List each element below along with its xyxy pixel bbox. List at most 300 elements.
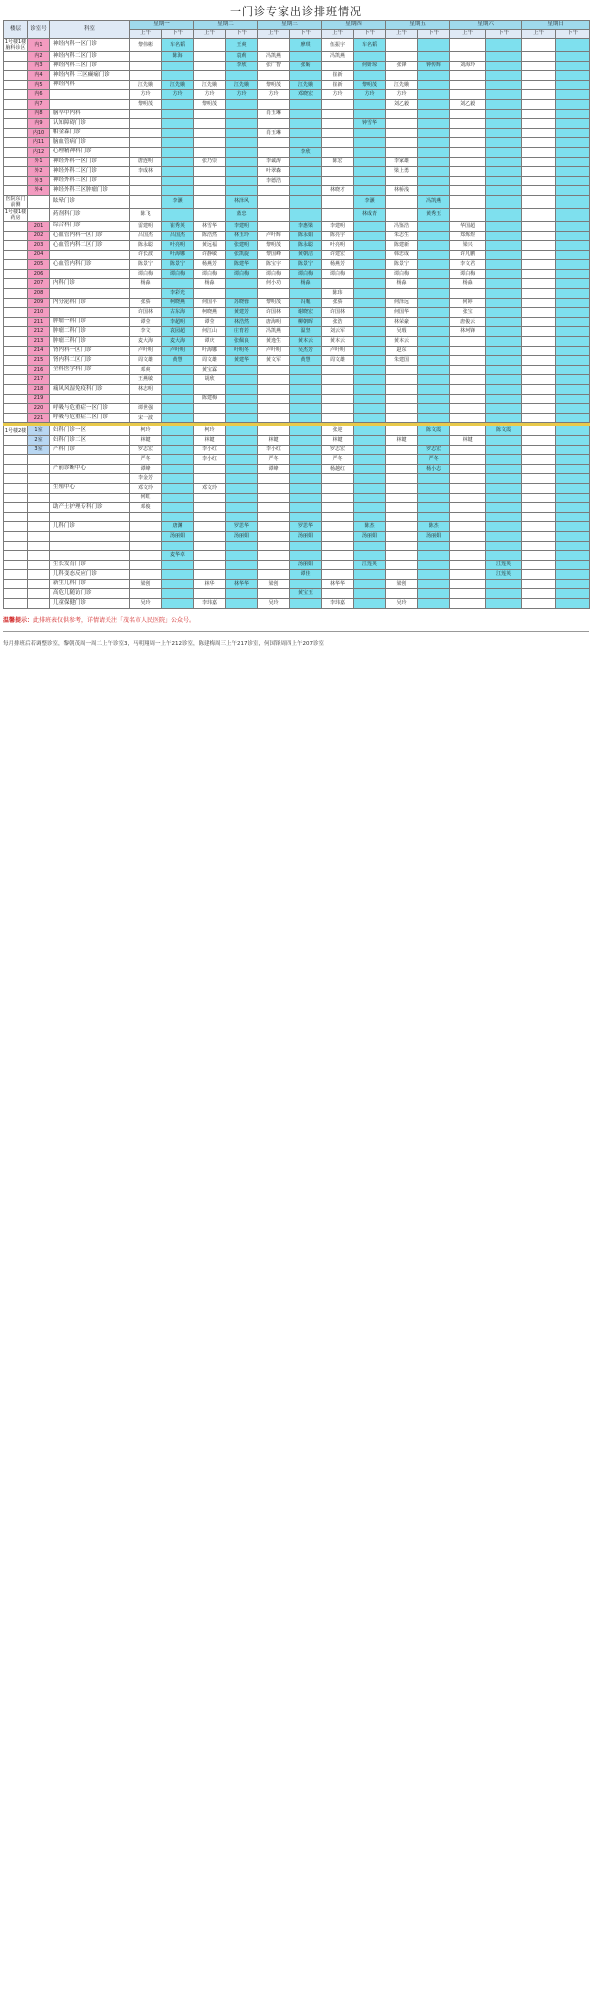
am-doctor-cell [258, 99, 290, 109]
pm-doctor-cell: 陈永娟 [290, 231, 322, 241]
dept-cell: 儿科门诊 [50, 522, 130, 532]
schedule-row [4, 176, 590, 186]
pm-doctor-cell [162, 464, 194, 474]
pm-header: 下午 [418, 30, 450, 39]
schedule-row [4, 279, 590, 289]
pm-doctor-cell [354, 71, 386, 81]
pm-doctor-cell [486, 195, 522, 208]
am-doctor-cell [450, 90, 486, 100]
pm-doctor-cell: 林华华 [226, 579, 258, 589]
schedule-row [4, 483, 590, 493]
room-cell: 内10 [28, 128, 50, 138]
am-doctor-cell: 麦大海 [130, 337, 162, 347]
am-doctor-cell [450, 176, 486, 186]
am-doctor-cell [258, 503, 290, 513]
am-doctor-cell [450, 394, 486, 404]
pm-doctor-cell [486, 221, 522, 231]
floor-cell [4, 512, 28, 522]
pm-doctor-cell [486, 464, 522, 474]
pm-doctor-cell [556, 138, 590, 148]
am-doctor-cell: 何泽远 [386, 298, 418, 308]
am-doctor-cell [322, 99, 354, 109]
pm-doctor-cell [486, 493, 522, 503]
floor-cell [4, 52, 28, 62]
pm-doctor-cell [162, 119, 194, 129]
pm-doctor-cell: 陈杰 [354, 522, 386, 532]
schedule-row [4, 570, 590, 580]
pm-doctor-cell [418, 109, 450, 119]
floor-cell [4, 579, 28, 589]
pm-doctor-cell [354, 483, 386, 493]
pm-doctor-cell: 江先娥 [290, 80, 322, 90]
am-doctor-cell: 张宝 [450, 308, 486, 318]
pm-doctor-cell [162, 455, 194, 465]
pm-doctor-cell [290, 195, 322, 208]
pm-doctor-cell: 陈杰 [418, 522, 450, 532]
room-cell: 内1 [28, 39, 50, 52]
dept-cell: 神经外科二区门诊 [50, 167, 130, 177]
pm-doctor-cell: 谭白梅 [226, 269, 258, 279]
pm-doctor-cell: 冯凯燕 [418, 195, 450, 208]
am-doctor-cell: 梁创 [130, 579, 162, 589]
am-doctor-cell: 杨越红 [322, 464, 354, 474]
am-doctor-cell [522, 308, 556, 318]
am-doctor-cell [130, 522, 162, 532]
pm-doctor-cell: 车名韬 [354, 39, 386, 52]
pm-doctor-cell: 汤丽娟 [354, 531, 386, 541]
am-doctor-cell [386, 39, 418, 52]
schedule-row [4, 413, 590, 423]
pm-doctor-cell [418, 579, 450, 589]
am-doctor-cell [522, 579, 556, 589]
am-doctor-cell [258, 404, 290, 414]
am-doctor-cell: 叶亮明 [322, 241, 354, 251]
pm-doctor-cell: 麦大海 [162, 337, 194, 347]
dept-cell [50, 474, 130, 484]
pm-doctor-cell [162, 109, 194, 119]
am-doctor-cell [450, 404, 486, 414]
am-doctor-cell [322, 385, 354, 395]
am-doctor-cell [522, 317, 556, 327]
floor-cell [4, 71, 28, 81]
dept-cell: 心血管内科门诊 [50, 260, 130, 270]
pm-doctor-cell [418, 90, 450, 100]
am-doctor-cell [322, 512, 354, 522]
am-doctor-cell [322, 394, 354, 404]
am-doctor-cell: 黎明茂 [258, 80, 290, 90]
room-cell: 208 [28, 289, 50, 299]
am-doctor-cell: 谭峰 [130, 464, 162, 474]
am-doctor-cell: 吕国杰 [130, 231, 162, 241]
floor-cell [4, 589, 28, 599]
pm-doctor-cell [418, 356, 450, 366]
dept-cell: 神经内科 三区癫痫门诊 [50, 71, 130, 81]
pm-doctor-cell: 江莲英 [354, 560, 386, 570]
pm-doctor-cell: 吴杰芳 [290, 346, 322, 356]
pm-doctor-cell [354, 346, 386, 356]
pm-doctor-cell [556, 269, 590, 279]
room-cell: 207 [28, 279, 50, 289]
pm-doctor-cell: 黄建芳 [226, 308, 258, 318]
am-doctor-cell [322, 167, 354, 177]
pm-doctor-cell [486, 147, 522, 157]
pm-doctor-cell [486, 39, 522, 52]
am-doctor-cell: 罗志宏 [322, 445, 354, 455]
pm-doctor-cell [290, 474, 322, 484]
pm-doctor-cell [354, 474, 386, 484]
pm-doctor-cell: 罗思华 [290, 522, 322, 532]
am-doctor-cell: 李玮嘉 [322, 599, 354, 609]
am-doctor-cell [522, 39, 556, 52]
pm-doctor-cell [226, 599, 258, 609]
am-doctor-cell [258, 570, 290, 580]
am-doctor-cell [522, 327, 556, 337]
am-doctor-cell [258, 512, 290, 522]
am-doctor-cell: 方玲 [194, 90, 226, 100]
pm-doctor-cell: 卢叶明 [162, 346, 194, 356]
pm-doctor-cell [162, 99, 194, 109]
pm-doctor-cell [354, 176, 386, 186]
am-doctor-cell [386, 483, 418, 493]
am-doctor-cell [130, 394, 162, 404]
room-header: 诊室号 [28, 21, 50, 39]
pm-doctor-cell: 张砺 [290, 61, 322, 71]
am-doctor-cell [450, 365, 486, 375]
pm-doctor-cell [486, 531, 522, 541]
am-doctor-cell [194, 128, 226, 138]
pm-doctor-cell [418, 570, 450, 580]
am-doctor-cell [450, 570, 486, 580]
am-doctor-cell: 黄宝霖 [194, 365, 226, 375]
pm-doctor-cell [354, 250, 386, 260]
pm-doctor-cell: 叶明冬 [226, 346, 258, 356]
pm-doctor-cell [226, 147, 258, 157]
pm-doctor-cell [556, 289, 590, 299]
pm-doctor-cell [556, 279, 590, 289]
am-doctor-cell: 陈永聪 [130, 241, 162, 251]
pm-doctor-cell: 庄育若 [226, 327, 258, 337]
pm-doctor-cell: 汤丽娟 [162, 531, 194, 541]
dept-cell: 神经内科三区门诊 [50, 61, 130, 71]
pm-doctor-cell [556, 560, 590, 570]
am-doctor-cell [322, 522, 354, 532]
pm-doctor-cell [418, 404, 450, 414]
am-doctor-cell [194, 474, 226, 484]
am-doctor-cell [522, 522, 556, 532]
pm-doctor-cell [486, 138, 522, 148]
room-cell: 内11 [28, 138, 50, 148]
dept-cell: 神经内科一区门诊 [50, 39, 130, 52]
am-doctor-cell [322, 493, 354, 503]
pm-doctor-cell: 江先娥 [162, 80, 194, 90]
am-header: 上午 [322, 30, 354, 39]
pm-doctor-cell [556, 599, 590, 609]
room-cell [28, 589, 50, 599]
room-cell [28, 493, 50, 503]
am-doctor-cell: 林华华 [322, 579, 354, 589]
pm-doctor-cell [290, 52, 322, 62]
am-doctor-cell: 柯晓燕 [194, 308, 226, 318]
pm-doctor-cell [354, 52, 386, 62]
floor-cell [4, 474, 28, 484]
am-doctor-cell: 李玮嘉 [194, 599, 226, 609]
am-doctor-cell [322, 128, 354, 138]
pm-doctor-cell [418, 147, 450, 157]
am-doctor-cell [130, 589, 162, 599]
am-header: 上午 [450, 30, 486, 39]
pm-doctor-cell [226, 435, 258, 445]
pm-doctor-cell [418, 167, 450, 177]
am-doctor-cell [194, 61, 226, 71]
pm-doctor-cell: 汤丽娟 [290, 560, 322, 570]
room-cell [28, 560, 50, 570]
floor-cell [4, 298, 28, 308]
am-doctor-cell: 张乃崇 [194, 157, 226, 167]
pm-doctor-cell [354, 241, 386, 251]
am-doctor-cell: 谭白梅 [130, 269, 162, 279]
pm-doctor-cell [162, 483, 194, 493]
pm-doctor-cell [418, 483, 450, 493]
dept-cell: 痛风风湿免疫科门诊 [50, 385, 130, 395]
pm-doctor-cell [162, 279, 194, 289]
pm-doctor-cell [486, 404, 522, 414]
pm-doctor-cell: 林浩然 [226, 317, 258, 327]
pm-doctor-cell [556, 250, 590, 260]
pm-doctor-cell [556, 186, 590, 196]
floor-cell [4, 445, 28, 455]
pm-doctor-cell: 苏晓蓉 [226, 298, 258, 308]
pm-doctor-cell [556, 375, 590, 385]
pm-doctor-cell [290, 375, 322, 385]
pm-doctor-cell [418, 551, 450, 561]
am-doctor-cell [258, 385, 290, 395]
pm-doctor-cell: 吕国杰 [162, 231, 194, 241]
pm-doctor-cell: 李彩光 [162, 289, 194, 299]
room-cell: 外3 [28, 176, 50, 186]
pm-doctor-cell [486, 279, 522, 289]
am-doctor-cell [450, 356, 486, 366]
pm-doctor-cell [556, 413, 590, 423]
pm-doctor-cell: 叶海娜 [162, 250, 194, 260]
am-doctor-cell [522, 404, 556, 414]
pm-doctor-cell [290, 483, 322, 493]
pm-doctor-cell [354, 356, 386, 366]
am-doctor-cell [258, 138, 290, 148]
pm-doctor-cell [556, 317, 590, 327]
dept-cell: 药剂科门诊 [50, 208, 130, 221]
am-doctor-cell: 林雪华 [194, 221, 226, 231]
am-doctor-cell [194, 493, 226, 503]
floor-cell: 1号楼1楼药房 [4, 208, 27, 221]
footer-text: 每月排班后若调整诊室，黎朝茂周一周二上午诊室3，马明翔周一上午212诊室，陈建梅周三上午217诊室，何国锋周四上午207诊室 [3, 640, 324, 647]
am-doctor-cell [322, 195, 354, 208]
am-doctor-cell [386, 541, 418, 551]
am-doctor-cell [522, 365, 556, 375]
am-doctor-cell [258, 426, 290, 436]
floor-cell [4, 176, 28, 186]
am-doctor-cell [522, 52, 556, 62]
floor-cell [4, 80, 28, 90]
am-doctor-cell: 何国平 [194, 298, 226, 308]
pm-doctor-cell [162, 176, 194, 186]
pm-doctor-cell [162, 404, 194, 414]
am-doctor-cell [386, 522, 418, 532]
am-doctor-cell: 严冬 [322, 455, 354, 465]
floor-cell: 1号楼1楼脑科诊区 [4, 39, 27, 51]
pm-header: 下午 [162, 30, 194, 39]
am-doctor-cell: 梁创 [386, 579, 418, 589]
pm-doctor-cell [556, 119, 590, 129]
dept-cell: 肾内科二区门诊 [50, 356, 130, 366]
pm-doctor-cell [418, 493, 450, 503]
am-doctor-cell [130, 52, 162, 62]
am-doctor-cell: 李德浩 [258, 176, 290, 186]
am-doctor-cell: 何虹 [130, 493, 162, 503]
am-doctor-cell: 陈宝宇 [258, 260, 290, 270]
floor-cell [4, 551, 28, 561]
schedule-row [4, 531, 590, 541]
room-cell: 205 [28, 260, 50, 270]
pm-doctor-cell: 陈景宁 [162, 260, 194, 270]
pm-doctor-cell [556, 589, 590, 599]
am-doctor-cell [194, 186, 226, 196]
pm-doctor-cell [418, 375, 450, 385]
am-doctor-cell: 陈浩然 [194, 231, 226, 241]
am-doctor-cell: 宋一波 [130, 413, 162, 423]
room-cell: 内6 [28, 90, 50, 100]
floor-cell [4, 221, 28, 231]
am-doctor-cell [522, 176, 556, 186]
pm-doctor-cell [290, 289, 322, 299]
pm-doctor-cell: 黄慧 [162, 356, 194, 366]
pm-doctor-cell [556, 365, 590, 375]
room-cell: 218 [28, 385, 50, 395]
pm-doctor-cell [226, 541, 258, 551]
dept-cell [50, 455, 130, 465]
am-doctor-cell: 林键 [386, 435, 418, 445]
schedule-row [4, 589, 590, 599]
am-doctor-cell [450, 39, 486, 52]
am-doctor-cell [130, 541, 162, 551]
schedule-row [4, 221, 590, 231]
am-doctor-cell [130, 71, 162, 81]
pm-header: 下午 [354, 30, 386, 39]
am-doctor-cell: 陈建梅 [194, 394, 226, 404]
room-cell: 215 [28, 356, 50, 366]
room-cell: 203 [28, 241, 50, 251]
am-doctor-cell [450, 474, 486, 484]
pm-doctor-cell [226, 474, 258, 484]
pm-doctor-cell [418, 269, 450, 279]
pm-doctor-cell [556, 394, 590, 404]
floor-cell [4, 337, 28, 347]
am-doctor-cell: 林珂锋 [450, 327, 486, 337]
floor-cell [4, 119, 28, 129]
room-cell: 221 [28, 413, 50, 423]
am-doctor-cell [130, 186, 162, 196]
am-doctor-cell: 崔新 [322, 80, 354, 90]
am-doctor-cell [450, 147, 486, 157]
am-doctor-cell [322, 176, 354, 186]
pm-doctor-cell: 车名韬 [162, 39, 194, 52]
pm-doctor-cell [226, 493, 258, 503]
pm-doctor-cell [556, 157, 590, 167]
am-doctor-cell: 李小红 [194, 455, 226, 465]
floor-cell [4, 541, 28, 551]
pm-doctor-cell [226, 394, 258, 404]
room-cell [28, 570, 50, 580]
pm-doctor-cell [290, 365, 322, 375]
dept-cell: 呼吸与危重症二区门诊 [50, 413, 130, 423]
pm-doctor-cell [486, 394, 522, 404]
am-doctor-cell [522, 413, 556, 423]
room-cell [28, 455, 50, 465]
pm-doctor-cell [556, 541, 590, 551]
room-cell: 内7 [28, 99, 50, 109]
pm-doctor-cell [226, 589, 258, 599]
pm-doctor-cell [418, 241, 450, 251]
am-doctor-cell [522, 385, 556, 395]
pm-doctor-cell [162, 541, 194, 551]
pm-doctor-cell [556, 61, 590, 71]
pm-doctor-cell [354, 375, 386, 385]
am-doctor-cell [522, 157, 556, 167]
pm-doctor-cell [486, 298, 522, 308]
am-doctor-cell: 林桥浅 [386, 186, 418, 196]
schedule-row [4, 138, 590, 148]
floor-cell [4, 493, 28, 503]
am-doctor-cell [258, 39, 290, 52]
am-doctor-cell: 谭白梅 [194, 269, 226, 279]
am-doctor-cell [522, 241, 556, 251]
room-cell: 内5 [28, 80, 50, 90]
dept-cell: 儿童保健门诊 [50, 599, 130, 609]
pm-doctor-cell: 江莲英 [486, 570, 522, 580]
am-doctor-cell: 严冬 [130, 455, 162, 465]
pm-doctor-cell [556, 128, 590, 138]
am-doctor-cell: 冯凯燕 [258, 52, 290, 62]
pm-doctor-cell [226, 109, 258, 119]
pm-doctor-cell [486, 551, 522, 561]
pm-doctor-cell [226, 119, 258, 129]
pm-doctor-cell [418, 231, 450, 241]
am-doctor-cell [522, 208, 556, 221]
schedule-row [4, 356, 590, 366]
am-doctor-cell: 卢叶明 [130, 346, 162, 356]
am-doctor-cell [522, 337, 556, 347]
room-cell: 内8 [28, 109, 50, 119]
pm-doctor-cell [354, 317, 386, 327]
pm-doctor-cell [226, 404, 258, 414]
floor-cell [4, 365, 28, 375]
pm-doctor-cell [486, 365, 522, 375]
schedule-row [4, 147, 590, 157]
dept-cell: 心理精神科门诊 [50, 147, 130, 157]
pm-doctor-cell: 蓝忠 [226, 208, 258, 221]
am-doctor-cell [450, 52, 486, 62]
schedule-row [4, 346, 590, 356]
dept-cell: 内科门诊 [50, 279, 130, 289]
pm-doctor-cell: 廖琪 [290, 39, 322, 52]
am-doctor-cell [322, 474, 354, 484]
pm-doctor-cell [290, 551, 322, 561]
floor-cell [4, 599, 28, 609]
pm-doctor-cell [162, 365, 194, 375]
day-header: 星期三 [258, 21, 322, 30]
floor-cell [4, 289, 28, 299]
dept-cell: 助产士护理专科门诊 [50, 503, 130, 513]
pm-doctor-cell [486, 337, 522, 347]
